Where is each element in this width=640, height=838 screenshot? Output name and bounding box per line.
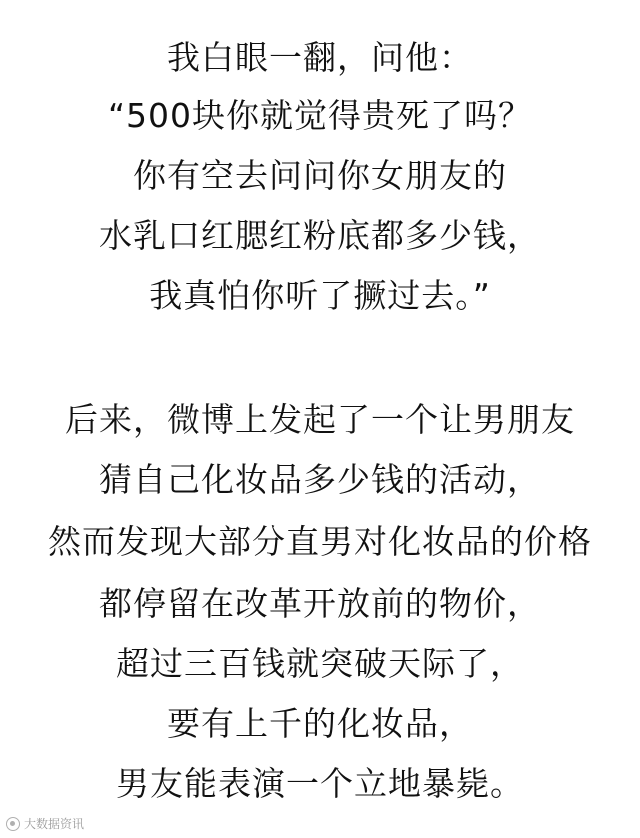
text-line: 我白眼一翻，问他： — [167, 38, 473, 77]
logo-icon — [6, 817, 20, 831]
text-line: 后来，微博上发起了一个让男朋友 — [65, 400, 575, 439]
text-line: 水乳口红腮红粉底都多少钱， — [99, 216, 541, 255]
text-line: “500块你就觉得贵死了吗？ — [107, 96, 533, 135]
watermark-text: 大数据资讯 — [24, 817, 85, 831]
text-line: 然而发现大部分直男对化妆品的价格 — [48, 522, 592, 561]
text-line: 男友能表演一个立地暴毙。 — [116, 764, 524, 803]
text-line: 都停留在改革开放前的物价， — [99, 584, 541, 623]
text-line: 要有上千的化妆品， — [167, 704, 473, 743]
text-line: 我真怕你听了撅过去。” — [149, 276, 491, 315]
text-line: 猜自己化妆品多少钱的活动， — [99, 460, 541, 499]
watermark — [6, 815, 84, 832]
text-line: 你有空去问问你女朋友的 — [133, 156, 507, 195]
text-line: 超过三百钱就突破天际了， — [116, 644, 524, 683]
